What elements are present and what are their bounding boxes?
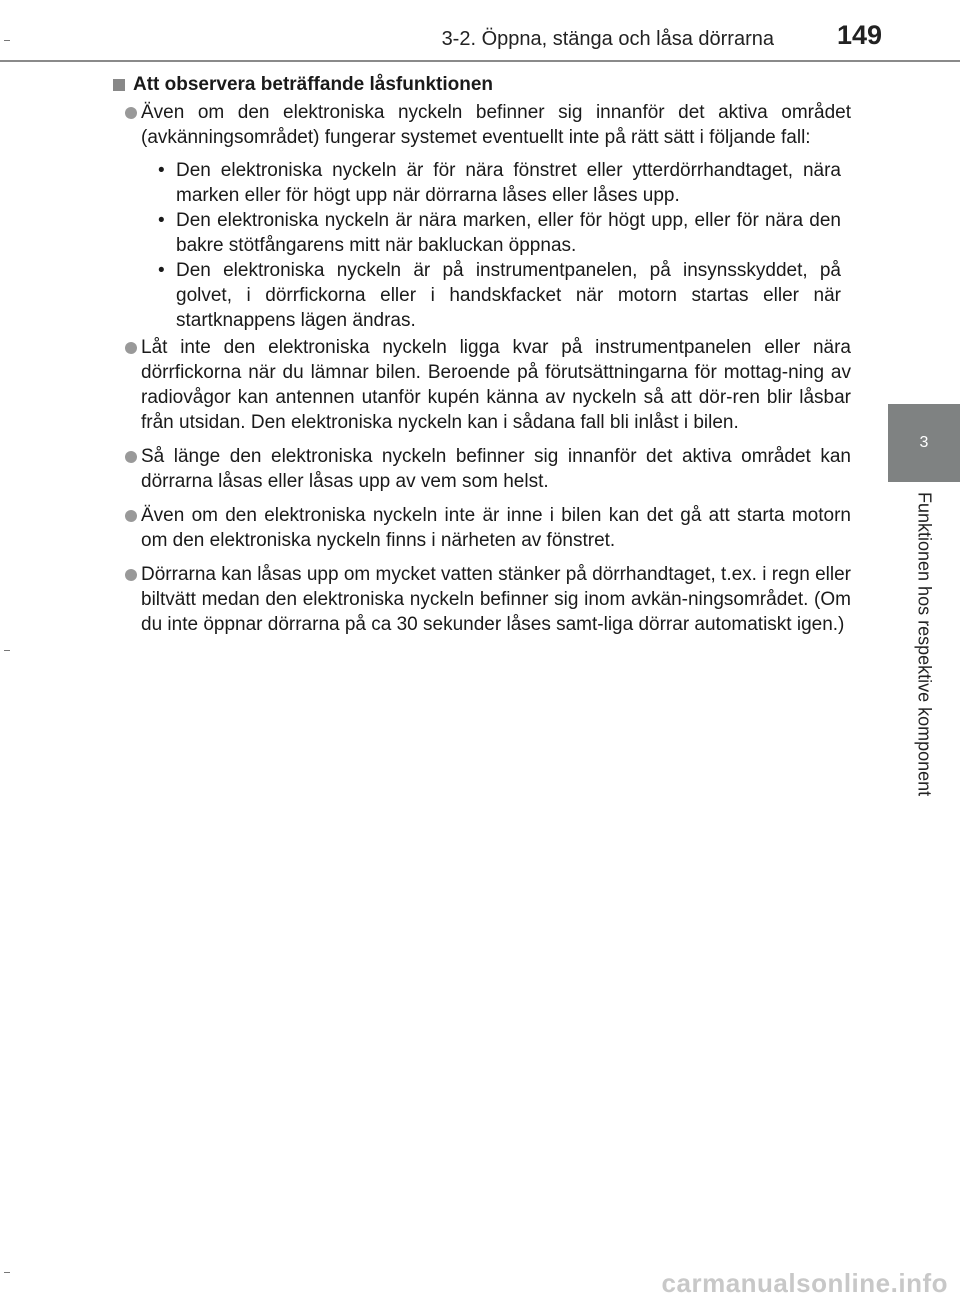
- bullet-icon: •: [158, 260, 165, 281]
- list-item: [113, 444, 851, 494]
- list-item: [113, 100, 851, 150]
- section-heading: [113, 72, 851, 97]
- list-item: [113, 562, 851, 637]
- bullet-icon: •: [158, 160, 165, 181]
- header-rule: [0, 60, 960, 62]
- page-header: [0, 0, 960, 62]
- sub-list-item-text: Den elektroniska nyckeln är på instrumentpanelen, på insynsskyddet, på golvet, i dörrfickorna eller i handskfacket när motorn startas eller när startknappens lägen ändras.: [176, 260, 841, 331]
- sub-list: [113, 158, 841, 333]
- page-number: 149: [836, 20, 882, 50]
- crop-mark: [4, 40, 10, 41]
- list-item-text: Dörrarna kan låsas upp om mycket vatten stänker på dörrhandtaget, t.ex. i regn eller biltvätt medan den elektroniska nyckeln befinner sig inom avkän-ningsområdet. (Om du inte öppnar dörrarna på ca 30 sekunder låses samt-liga dörrar automatiskt igen.): [141, 564, 851, 635]
- sub-list-item: [158, 258, 841, 333]
- chapter-tab: [888, 404, 960, 482]
- list-item: [113, 335, 851, 435]
- sub-list-item-text: Den elektroniska nyckeln är för nära fönstret eller ytterdörrhandtaget, nära marken eller för högt upp när dörrarna låses eller låses upp.: [176, 160, 841, 206]
- header-title: 3-2. Öppna, stänga och låsa dörrarna: [441, 28, 774, 50]
- list-item-text: Även om den elektroniska nyckeln inte är inne i bilen kan det gå att starta motorn om den elektroniska nyckeln finns i närheten av fönstret.: [141, 505, 851, 551]
- dot-icon: [125, 510, 137, 522]
- bullet-icon: •: [158, 210, 165, 231]
- square-icon: [113, 79, 125, 91]
- sub-list-item: [158, 158, 841, 208]
- list-item: [113, 503, 851, 553]
- page-content: [113, 72, 851, 646]
- crop-mark: [4, 1272, 10, 1273]
- dot-icon: [125, 342, 137, 354]
- list-item-text: Låt inte den elektroniska nyckeln ligga kvar på instrumentpanelen eller nära dörrfickorna när du lämnar bilen. Beroende på förutsättningarna för mottag-ning av radiovågor kan antennen utanför kupén känna av nyckeln så att dör-ren blir låsbar från utsidan. Den elektroniska nyckeln kan i sådana fall bli inlåst i bilen.: [141, 337, 851, 433]
- chapter-side-label: [888, 482, 960, 862]
- section-heading-text: Att observera beträffande låsfunktionen: [133, 74, 494, 95]
- dot-icon: [125, 569, 137, 581]
- sub-list-item-text: Den elektroniska nyckeln är nära marken, eller för högt upp, eller för nära den bakre stötfångarens mitt när bakluckan öppnas.: [176, 210, 841, 256]
- list-item-text: Även om den elektroniska nyckeln befinner sig innanför det aktiva området (avkänningsområdet) fungerar systemet eventuellt inte på rätt sätt i följande fall:: [141, 102, 851, 148]
- chapter-number: 3: [919, 434, 929, 451]
- chapter-title: Funktionen hos respektive komponent: [914, 492, 935, 797]
- watermark: carmanualsonline.info: [661, 1268, 948, 1298]
- sub-list-item: [158, 208, 841, 258]
- list-item-text: Så länge den elektroniska nyckeln befinner sig innanför det aktiva området kan dörrarna låsas eller låsas upp av vem som helst.: [141, 446, 851, 492]
- dot-icon: [125, 451, 137, 463]
- dot-icon: [125, 107, 137, 119]
- crop-mark: [4, 650, 10, 651]
